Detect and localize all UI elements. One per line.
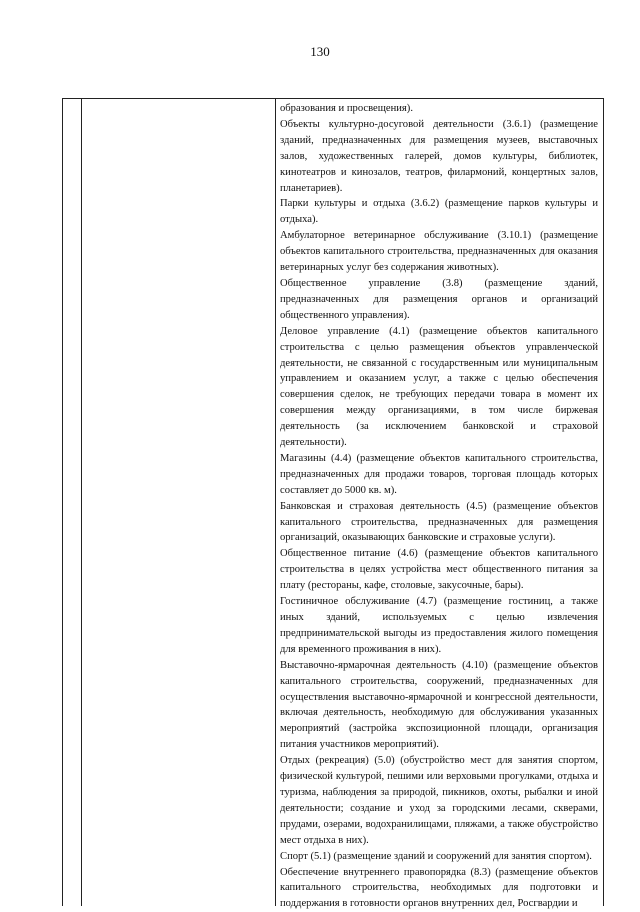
column-divider-2 bbox=[275, 99, 276, 906]
paragraph: Объекты культурно-досуговой деятельности (3.6.1) (размещение зданий, предназначенных для размещения музеев, выставочных залов, художественных галерей, домов культуры, библиотек, кинотеатров и кинозалов, театров, филармоний, концертных залов, планетариев). bbox=[280, 117, 598, 197]
paragraph: Амбулаторное ветеринарное обслуживание (3.10.1) (размещение объектов капитального строительства, предназначенных для оказания ветеринарных услуг без содержания животных). bbox=[280, 228, 598, 276]
paragraph: Общественное питание (4.6) (размещение объектов капитального строительства в целях устройства мест общественного питания за плату (рестораны, кафе, столовые, закусочные, бары). bbox=[280, 546, 598, 594]
permitted-uses-cell bbox=[280, 101, 598, 912]
paragraph: Спорт (5.1) (размещение зданий и сооружений для занятия спортом). bbox=[280, 849, 598, 865]
document-table bbox=[62, 98, 604, 906]
page-number: 130 bbox=[0, 44, 640, 60]
paragraph: Отдых (рекреация) (5.0) (обустройство мест для занятия спортом, физической культурой, пешими или верховыми прогулками, отдыха и туризма, наблюдения за природой, пикников, охоты, рыбалки и иной деятельности; создание и уход за городскими лесами, скверами, прудами, озерами, водохранилищами, пляжами, а также обустройство мест отдыха в них). bbox=[280, 753, 598, 848]
paragraph: Выставочно-ярмарочная деятельность (4.10) (размещение объектов капитального строительства, сооружений, предназначенных для осуществления выставочно-ярмарочной и конгрессной деятельности, включая деятельность, необходимую для обслуживания указанных мероприятий (застройка экспозиционной площади, организация питания участников мероприятий). bbox=[280, 658, 598, 753]
paragraph: Банковская и страховая деятельность (4.5) (размещение объектов капитального строительства, предназначенных для размещения организаций, оказывающих банковские и страховые услуги). bbox=[280, 499, 598, 547]
paragraph: Магазины (4.4) (размещение объектов капитального строительства, предназначенных для продажи товаров, торговая площадь которых составляет до 5000 кв. м). bbox=[280, 451, 598, 499]
paragraph: образования и просвещения). bbox=[280, 101, 598, 117]
paragraph: Деловое управление (4.1) (размещение объектов капитального строительства с целью размещения объектов управленческой деятельности, не связанной с государственным или муниципальным управлением и оказанием услуг, а также с целью обеспечения совершения сделок, не требующих передачи товара в момент их совершения между организациями, в том числе биржевая деятельность (за исключением банковской и страховой деятельности). bbox=[280, 324, 598, 451]
column-divider-1 bbox=[81, 99, 82, 906]
paragraph: Обеспечение внутреннего правопорядка (8.3) (размещение объектов капитального строительства, необходимых для подготовки и поддержания в готовности органов внутренних дел, Росгвардии и bbox=[280, 865, 598, 912]
paragraph: Общественное управление (3.8) (размещение зданий, предназначенных для размещения органов и организаций общественного управления). bbox=[280, 276, 598, 324]
paragraph: Парки культуры и отдыха (3.6.2) (размещение парков культуры и отдыха). bbox=[280, 196, 598, 228]
paragraph: Гостиничное обслуживание (4.7) (размещение гостиниц, а также иных зданий, используемых с целью извлечения предпринимательской выгоды из предоставления жилого помещения для временного проживания в них). bbox=[280, 594, 598, 658]
